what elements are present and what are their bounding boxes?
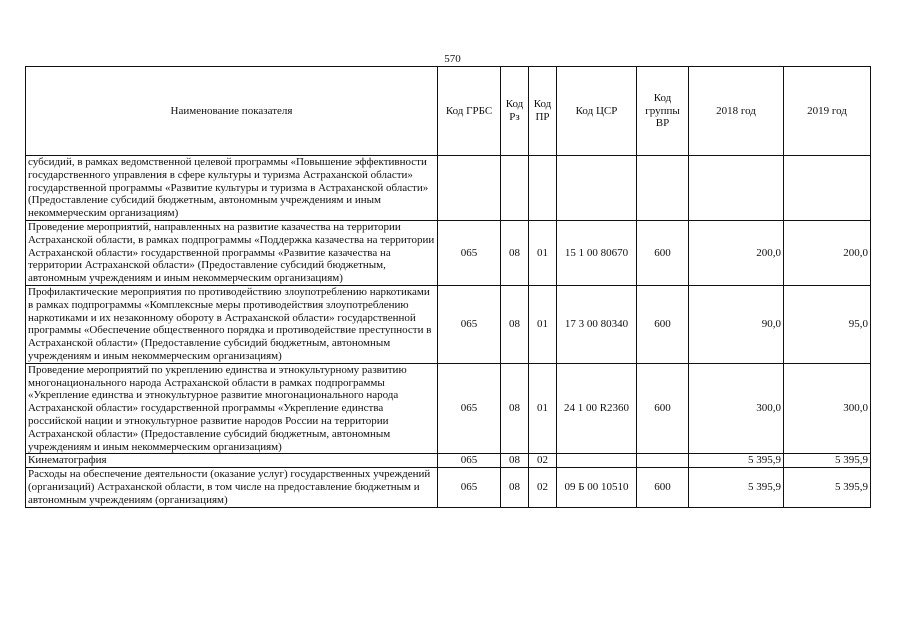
row-csr	[557, 156, 637, 221]
row-csr	[557, 454, 637, 468]
row-name: Кинематография	[26, 454, 438, 468]
row-grbs: 065	[438, 363, 501, 454]
table-header-row	[26, 67, 871, 156]
budget-table	[25, 66, 871, 508]
header-pr: Код ПР	[529, 67, 557, 156]
table-row	[26, 454, 871, 468]
row-2018: 5 395,9	[689, 468, 784, 507]
row-2019: 95,0	[784, 285, 871, 363]
row-csr: 09 Б 00 10510	[557, 468, 637, 507]
row-vr: 600	[637, 220, 689, 285]
header-rz: Код Рз	[501, 67, 529, 156]
row-name: Проведение мероприятий, направленных на развитие казачества на территории Астраханской области, в рамках подпрограммы «Поддержка казачества на территории Астраханской области» государственной программы «Развитие казачества на территории Астраханской области» (Предоставление субсидий бюджетным, автономным учреждениям и иным некоммерческим организациям)	[26, 220, 438, 285]
row-pr: 01	[529, 363, 557, 454]
row-vr	[637, 454, 689, 468]
row-pr: 02	[529, 454, 557, 468]
row-rz	[501, 156, 529, 221]
header-2018: 2018 год	[689, 67, 784, 156]
row-rz: 08	[501, 285, 529, 363]
header-csr: Код ЦСР	[557, 67, 637, 156]
row-csr: 17 3 00 80340	[557, 285, 637, 363]
row-2018: 200,0	[689, 220, 784, 285]
table-row	[26, 220, 871, 285]
header-vr: Код группы ВР	[637, 67, 689, 156]
row-grbs: 065	[438, 285, 501, 363]
row-rz: 08	[501, 363, 529, 454]
row-2019: 300,0	[784, 363, 871, 454]
row-pr: 01	[529, 285, 557, 363]
header-2019: 2019 год	[784, 67, 871, 156]
header-name: Наименование показателя	[26, 67, 438, 156]
row-grbs	[438, 156, 501, 221]
row-2018: 5 395,9	[689, 454, 784, 468]
row-pr	[529, 156, 557, 221]
table-row	[26, 156, 871, 221]
row-grbs: 065	[438, 468, 501, 507]
row-2019	[784, 156, 871, 221]
row-grbs: 065	[438, 220, 501, 285]
page-number: 570	[444, 53, 461, 65]
row-vr: 600	[637, 285, 689, 363]
row-rz: 08	[501, 220, 529, 285]
row-vr: 600	[637, 468, 689, 507]
row-name: Профилактические мероприятия по противодействию злоупотреблению наркотиками в рамках подпрограммы «Комплексные меры противодействия злоупотреблению наркотиками и их незаконному обороту в Астраханской области» государственной программы «Обеспечение общественного порядка и противодействие преступности в Астраханской области» (Предоставление субсидий бюджетным, автономным учреждениям и иным некоммерческим организациям)	[26, 285, 438, 363]
row-rz: 08	[501, 454, 529, 468]
row-pr: 02	[529, 468, 557, 507]
row-vr	[637, 156, 689, 221]
row-vr: 600	[637, 363, 689, 454]
row-2019: 5 395,9	[784, 468, 871, 507]
table-row	[26, 468, 871, 507]
row-rz: 08	[501, 468, 529, 507]
table-row	[26, 363, 871, 454]
row-2019: 200,0	[784, 220, 871, 285]
row-pr: 01	[529, 220, 557, 285]
row-name: субсидий, в рамках ведомственной целевой программы «Повышение эффективности государственного управления в сфере культуры и туризма Астраханской области» государственной программы «Развитие культуры и туризма в Астраханской области» (Предоставление субсидий бюджетным, автономным учреждениям и иным некоммерческим организациям)	[26, 156, 438, 221]
row-csr: 15 1 00 80670	[557, 220, 637, 285]
row-2018: 90,0	[689, 285, 784, 363]
header-grbs: Код ГРБС	[438, 67, 501, 156]
row-2019: 5 395,9	[784, 454, 871, 468]
row-csr: 24 1 00 R2360	[557, 363, 637, 454]
row-name: Расходы на обеспечение деятельности (оказание услуг) государственных учреждений (организаций) Астраханской области, в том числе на предоставление бюджетным и автономным учреждениям (организациям)	[26, 468, 438, 507]
row-name: Проведение мероприятий по укреплению единства и этнокультурному развитию многонационального народа Астраханской области в рамках подпрограммы «Укрепление единства и этнокультурное развитие многонационального народа Астраханской области» государственной программы «Укрепление единства российской нации и этнокультурное развитие народов России на территории Астраханской области» (Предоставление субсидий бюджетным, автономным учреждениям и иным некоммерческим организациям)	[26, 363, 438, 454]
row-grbs: 065	[438, 454, 501, 468]
row-2018: 300,0	[689, 363, 784, 454]
row-2018	[689, 156, 784, 221]
table-row	[26, 285, 871, 363]
